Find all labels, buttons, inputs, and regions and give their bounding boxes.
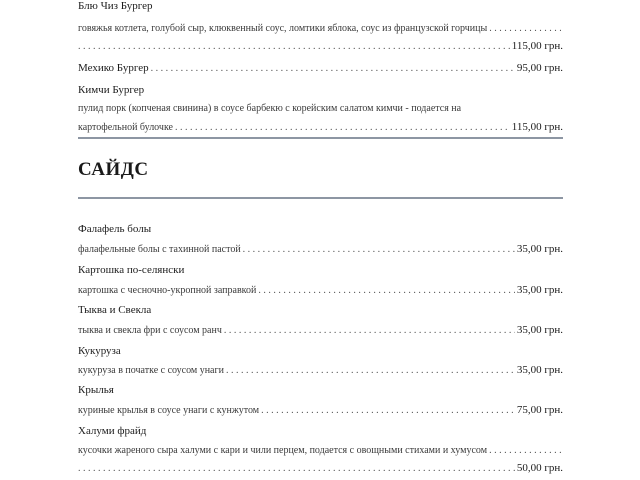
menu-item-row <box>78 364 563 377</box>
menu-item-row <box>78 284 563 297</box>
menu-item-description <box>78 444 563 457</box>
leader-dots <box>258 285 514 296</box>
leader-dots <box>243 244 515 255</box>
menu-item-name: Мехико Бургер <box>78 62 149 74</box>
leader-dots <box>151 63 515 74</box>
description-text: куриные крылья в соусе унаги с кунжутом <box>78 405 260 416</box>
menu-item-description: пулид порк (копченая свинина) в соусе барбекю с корейским салатом кимчи - подается на <box>78 103 462 114</box>
menu-item-name: Картошка по-селянски <box>78 264 185 276</box>
menu-price-row <box>78 462 563 474</box>
menu-item-name: Крылья <box>78 384 114 396</box>
section-divider <box>78 137 563 139</box>
leader-dots <box>175 122 510 133</box>
menu-item-price: 115,00 грн. <box>511 40 563 52</box>
menu-item-price: 50,00 грн. <box>516 462 563 474</box>
leader-dots <box>489 22 561 35</box>
description-text: говяжья котлета, голубой сыр, клюквенный соус, ломтики яблока, соус из французской горчицы <box>78 23 488 34</box>
menu-item-name: Халуми фрайд <box>78 425 147 437</box>
menu-item-price: 35,00 грн. <box>516 243 563 255</box>
description-text: тыква и свекла фри с соусом ранч <box>78 325 222 336</box>
leader-dots <box>261 405 515 416</box>
menu-item-row <box>78 243 563 256</box>
leader-dots <box>78 463 515 474</box>
description-text: картофельной булочке <box>78 122 173 133</box>
description-text: кусочки жареного сыра халуми с кари и чили перцем, подается с овощными стихами и хумусом <box>78 445 488 456</box>
menu-item-name: Кимчи Бургер <box>78 84 145 96</box>
menu-price-row <box>78 40 563 52</box>
section-title: САЙДС <box>78 159 149 180</box>
description-text: кукуруза в початке с соусом унаги <box>78 365 224 376</box>
menu-item-name: Фалафель болы <box>78 223 152 235</box>
menu-item-row <box>78 61 563 75</box>
menu-item-name: Блю Чиз Бургер <box>78 0 153 12</box>
menu-item-price: 35,00 грн. <box>516 324 563 336</box>
description-text: фалафельные болы с тахинной пастой <box>78 244 241 255</box>
menu-item-description <box>78 22 563 35</box>
menu-item-price: 35,00 грн. <box>516 364 563 376</box>
leader-dots <box>226 365 515 376</box>
section-divider <box>78 197 563 199</box>
leader-dots <box>224 325 515 336</box>
menu-item-row <box>78 404 563 417</box>
menu-item-name: Тыква и Свекла <box>78 304 152 316</box>
menu-item-price: 35,00 грн. <box>516 284 563 296</box>
menu-price-row <box>78 121 563 134</box>
description-text: картошка с чесночно-укропной заправкой <box>78 285 257 296</box>
menu-item-price: 115,00 грн. <box>511 121 563 133</box>
leader-dots <box>78 41 510 52</box>
leader-dots <box>489 444 561 457</box>
menu-item-price: 95,00 грн. <box>516 62 563 74</box>
menu-item-name: Кукуруза <box>78 345 121 357</box>
menu-item-row <box>78 324 563 337</box>
menu-item-price: 75,00 грн. <box>516 404 563 416</box>
